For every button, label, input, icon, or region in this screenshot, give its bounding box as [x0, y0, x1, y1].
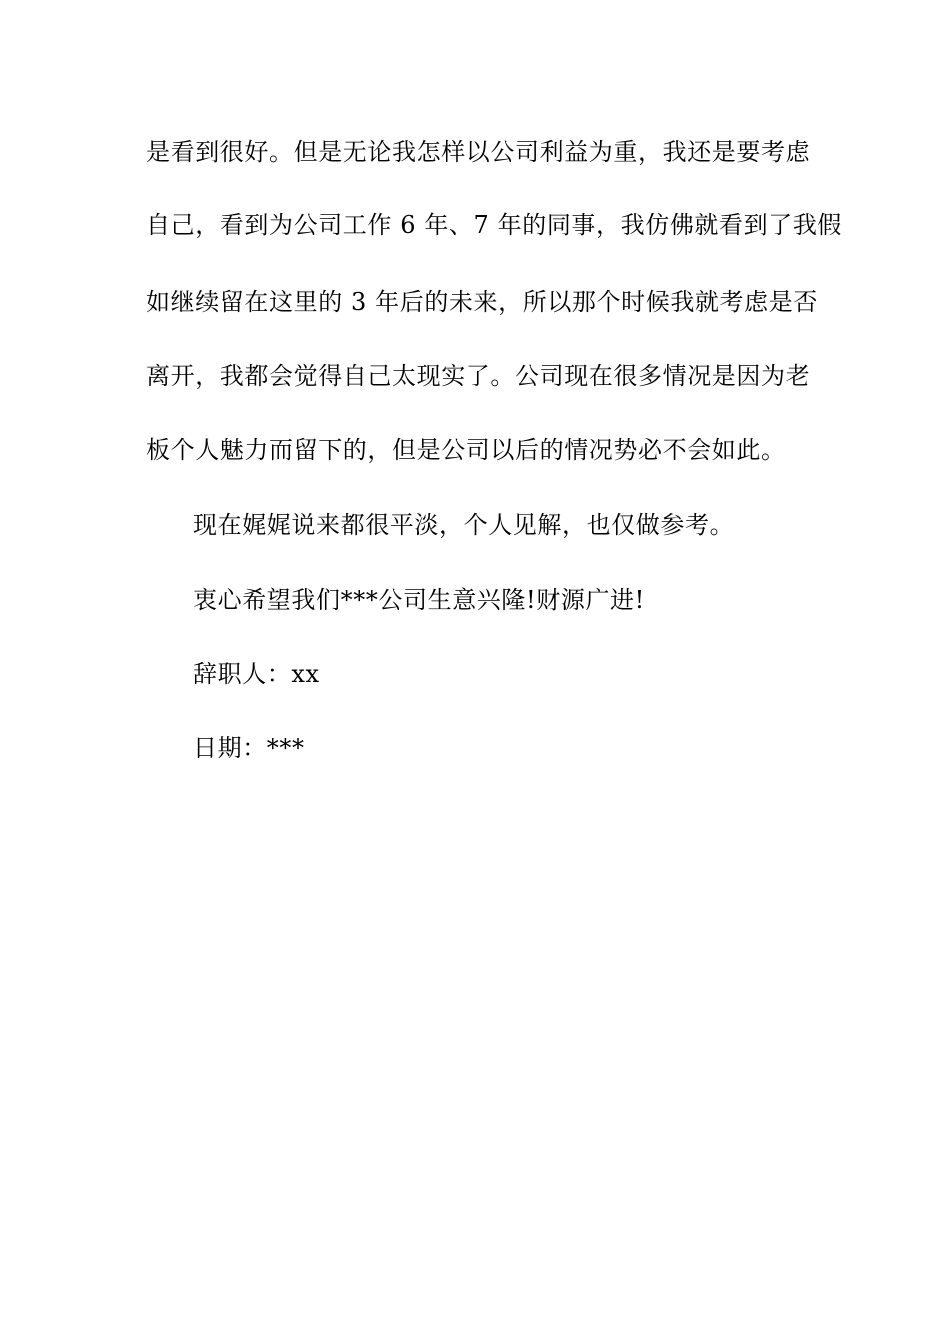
signature-line: 辞职人：xx: [193, 660, 320, 688]
closing-wish: 衷心希望我们***公司生意兴隆!财源广进!: [193, 586, 645, 614]
paragraph-opinion: 现在娓娓说来都很平淡，个人见解，也仅做参考。: [193, 511, 735, 539]
body-line-2: 自己，看到为公司工作 6 年、7 年的同事，我仿佛就看到了我假: [146, 211, 843, 239]
body-line-5: 板个人魅力而留下的，但是公司以后的情况势必不会如此。: [146, 436, 786, 464]
body-line-1: 是看到很好。但是无论我怎样以公司利益为重，我还是要考虑: [146, 138, 811, 166]
date-line: 日期：***: [193, 734, 305, 762]
body-line-4: 离开，我都会觉得自己太现实了。公司现在很多情况是因为老: [146, 362, 811, 390]
body-line-3: 如继续留在这里的 3 年后的未来，所以那个时候我就考虑是否: [146, 288, 818, 316]
